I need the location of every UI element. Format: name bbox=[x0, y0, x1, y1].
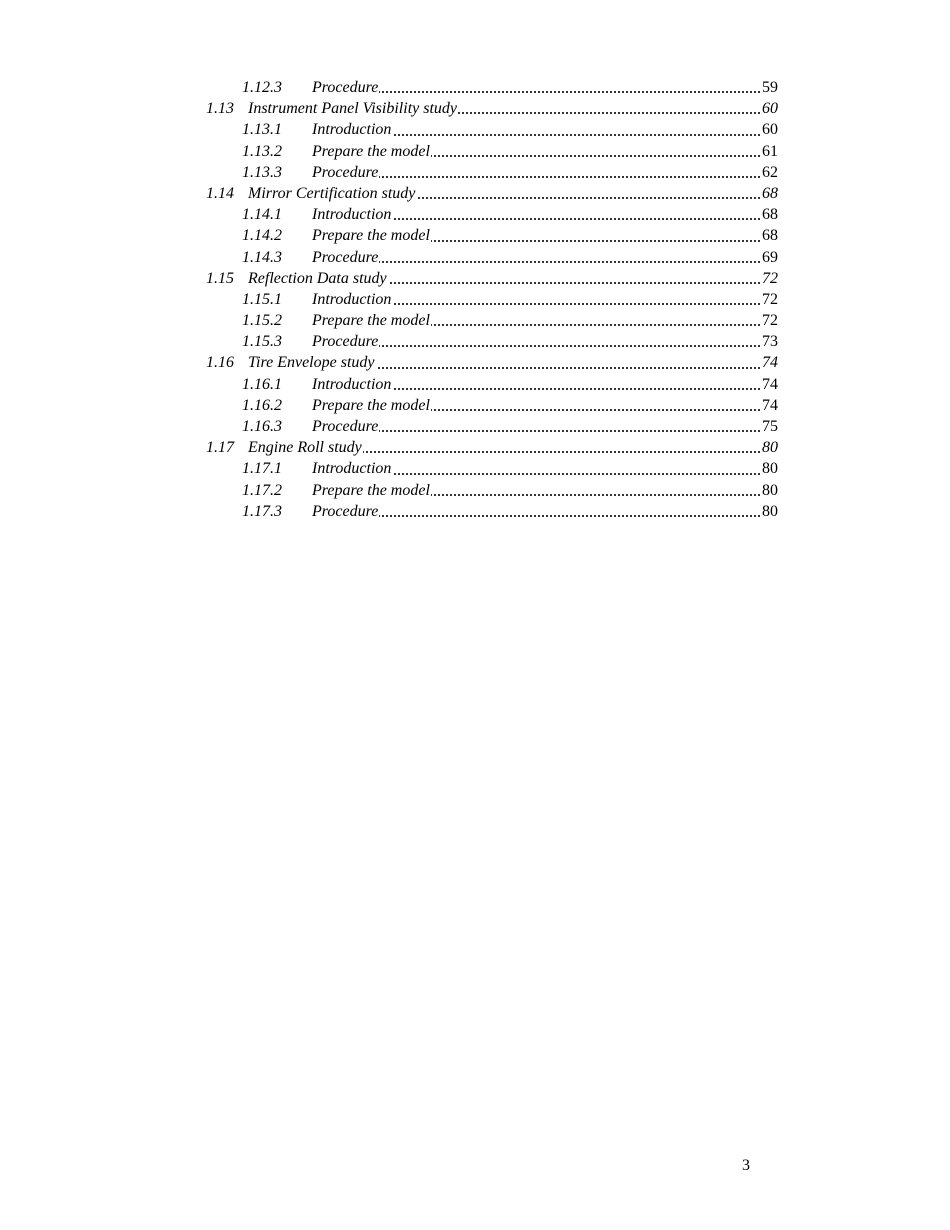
toc-entry-page: 68 bbox=[761, 183, 778, 204]
toc-dot-leader bbox=[387, 282, 762, 284]
toc-entry[interactable] bbox=[206, 374, 778, 395]
toc-entry-page: 68 bbox=[761, 204, 778, 225]
toc-entry-number: 1.15.3 bbox=[242, 331, 288, 352]
toc-entry-title: Introduction bbox=[312, 204, 392, 225]
toc-entry[interactable] bbox=[206, 501, 778, 522]
toc-dot-leader bbox=[415, 197, 762, 199]
toc-entry-number: 1.14.3 bbox=[242, 247, 288, 268]
toc-dot-leader bbox=[391, 218, 762, 220]
toc-dot-leader bbox=[391, 473, 762, 475]
toc-entry[interactable] bbox=[206, 437, 778, 458]
toc-entry-number: 1.13 bbox=[206, 98, 240, 119]
toc-entry[interactable] bbox=[206, 225, 778, 246]
toc-entry-title: Procedure bbox=[312, 331, 379, 352]
toc-entry-page: 80 bbox=[761, 501, 778, 522]
toc-entry-number: 1.17.2 bbox=[242, 480, 288, 501]
toc-entry-number: 1.14.1 bbox=[242, 204, 288, 225]
toc-dot-leader bbox=[378, 176, 762, 178]
toc-entry-page: 72 bbox=[761, 289, 778, 310]
toc-entry[interactable] bbox=[206, 395, 778, 416]
toc-entry[interactable] bbox=[206, 310, 778, 331]
toc-entry-title: Instrument Panel Visibility study bbox=[248, 98, 458, 119]
toc-entry-page: 61 bbox=[761, 141, 778, 162]
toc-dot-leader bbox=[378, 91, 762, 93]
toc-entry[interactable] bbox=[206, 98, 778, 119]
toc-dot-leader bbox=[378, 430, 762, 432]
toc-entry-title: Reflection Data study bbox=[248, 268, 388, 289]
toc-entry-number: 1.15.1 bbox=[242, 289, 288, 310]
toc-entry-page: 62 bbox=[761, 162, 778, 183]
toc-entry[interactable] bbox=[206, 289, 778, 310]
toc-entry-page: 69 bbox=[761, 247, 778, 268]
toc-entry-page: 60 bbox=[761, 119, 778, 140]
toc-entry-number: 1.13.3 bbox=[242, 162, 288, 183]
toc-dot-leader bbox=[378, 515, 762, 517]
toc-entry-page: 59 bbox=[761, 77, 778, 98]
toc-entry-title: Procedure bbox=[312, 416, 379, 437]
toc-entry-title: Introduction bbox=[312, 289, 392, 310]
toc-dot-leader bbox=[430, 155, 762, 157]
toc-entry-page: 74 bbox=[761, 395, 778, 416]
toc-entry-page: 68 bbox=[761, 225, 778, 246]
toc-dot-leader bbox=[375, 367, 762, 369]
toc-entry-title: Prepare the model bbox=[312, 480, 431, 501]
toc-entry-title: Procedure bbox=[312, 501, 379, 522]
toc-entry-page: 73 bbox=[761, 331, 778, 352]
toc-entry-page: 74 bbox=[761, 352, 778, 373]
toc-entry[interactable] bbox=[206, 119, 778, 140]
toc-dot-leader bbox=[362, 451, 762, 453]
toc-entry-title: Prepare the model bbox=[312, 141, 431, 162]
toc-dot-leader bbox=[457, 112, 762, 114]
toc-entry-number: 1.15 bbox=[206, 268, 240, 289]
toc-entry[interactable] bbox=[206, 183, 778, 204]
toc-entry-number: 1.16.2 bbox=[242, 395, 288, 416]
toc-entry[interactable] bbox=[206, 141, 778, 162]
toc-entry-title: Tire Envelope study bbox=[248, 352, 376, 373]
toc-dot-leader bbox=[430, 240, 762, 242]
toc-entry-page: 80 bbox=[761, 437, 778, 458]
toc-entry[interactable] bbox=[206, 268, 778, 289]
page-number: 3 bbox=[742, 1157, 750, 1174]
toc-entry-page: 72 bbox=[761, 268, 778, 289]
toc-entry-number: 1.15.2 bbox=[242, 310, 288, 331]
toc-entry-title: Introduction bbox=[312, 458, 392, 479]
toc-dot-leader bbox=[430, 409, 762, 411]
toc-entry-number: 1.12.3 bbox=[242, 77, 288, 98]
toc-entry-number: 1.14 bbox=[206, 183, 240, 204]
toc-entry-title: Procedure bbox=[312, 77, 379, 98]
toc-entry-number: 1.16 bbox=[206, 352, 240, 373]
toc-dot-leader bbox=[430, 494, 762, 496]
toc-entry[interactable] bbox=[206, 416, 778, 437]
toc-entry-number: 1.13.1 bbox=[242, 119, 288, 140]
toc-entry[interactable] bbox=[206, 480, 778, 501]
toc-dot-leader bbox=[430, 324, 762, 326]
toc-entry-number: 1.17 bbox=[206, 437, 240, 458]
toc-dot-leader bbox=[378, 261, 762, 263]
toc-entry-page: 72 bbox=[761, 310, 778, 331]
toc-entry-title: Mirror Certification study bbox=[248, 183, 416, 204]
toc-entry-title: Introduction bbox=[312, 374, 392, 395]
toc-entry-title: Procedure bbox=[312, 247, 379, 268]
toc-entry[interactable] bbox=[206, 352, 778, 373]
toc-entry-page: 74 bbox=[761, 374, 778, 395]
toc-dot-leader bbox=[391, 303, 762, 305]
toc-entry-number: 1.13.2 bbox=[242, 141, 288, 162]
toc-entry[interactable] bbox=[206, 331, 778, 352]
toc-entry[interactable] bbox=[206, 247, 778, 268]
toc-dot-leader bbox=[391, 388, 762, 390]
toc-entry-number: 1.16.1 bbox=[242, 374, 288, 395]
toc-entry-title: Prepare the model bbox=[312, 395, 431, 416]
toc-entry-title: Introduction bbox=[312, 119, 392, 140]
toc-entry-title: Prepare the model bbox=[312, 310, 431, 331]
toc-entry-title: Procedure bbox=[312, 162, 379, 183]
toc-dot-leader bbox=[378, 345, 762, 347]
toc-entry-number: 1.14.2 bbox=[242, 225, 288, 246]
toc-entry-page: 80 bbox=[761, 458, 778, 479]
toc-dot-leader bbox=[391, 134, 762, 136]
toc-entry-page: 60 bbox=[761, 98, 778, 119]
toc-entry-page: 75 bbox=[761, 416, 778, 437]
toc-entry-page: 80 bbox=[761, 480, 778, 501]
toc-entry-title: Engine Roll study bbox=[248, 437, 363, 458]
toc-entry-title: Prepare the model bbox=[312, 225, 431, 246]
toc-entry-number: 1.17.3 bbox=[242, 501, 288, 522]
toc-entry[interactable] bbox=[206, 162, 778, 183]
toc-entry[interactable] bbox=[206, 204, 778, 225]
toc-entry[interactable] bbox=[206, 458, 778, 479]
table-of-contents bbox=[206, 77, 778, 522]
toc-entry-number: 1.17.1 bbox=[242, 458, 288, 479]
toc-entry[interactable] bbox=[206, 77, 778, 98]
toc-entry-number: 1.16.3 bbox=[242, 416, 288, 437]
